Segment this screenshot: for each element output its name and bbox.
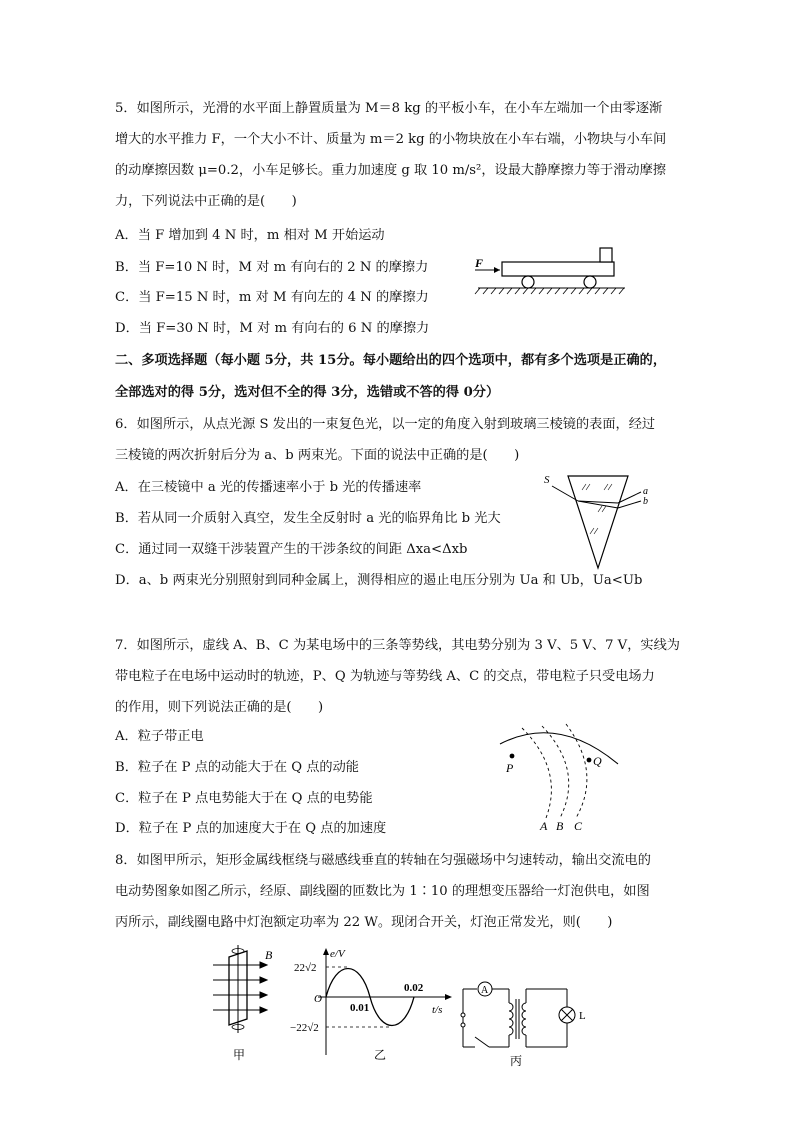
x-axis-label: t/s <box>432 1004 443 1016</box>
point-q-label: Q <box>593 754 602 768</box>
q6-option-d: D．a、b 两束光分别照射到同种金属上，测得相应的遏止电压分别为 Ua 和 Ub，Ua<Ub <box>115 573 643 588</box>
q8-emf-graph <box>288 945 458 1070</box>
q5-option-d: D．当 F=30 N 时，M 对 m 有向右的 6 N 的摩擦力 <box>115 321 430 336</box>
q7-option-a: A．粒子带正电 <box>115 729 204 744</box>
line-a-label: A <box>540 819 548 833</box>
point-p-label: P <box>506 761 514 775</box>
q7-option-b: B．粒子在 P 点的动能大于在 Q 点的动能 <box>115 760 359 775</box>
line-b-label: B <box>556 819 564 833</box>
q6-option-b: B．若从同一介质射入真空，发生全反射时 a 光的临界角比 b 光大 <box>115 511 501 526</box>
section-heading: 二、多项选择题（每小题 5分，共 15分。每小题给出的四个选项中，都有多个选项是正确的， <box>115 353 667 368</box>
q6-option-a: A．在三棱镜中 a 光的传播速率小于 b 光的传播速率 <box>115 480 422 495</box>
ray-a-label: a <box>643 486 648 497</box>
figure-bing-label: 丙 <box>510 1054 523 1068</box>
q7-stem-line: 的作用，则下列说法正确的是( ) <box>115 700 324 715</box>
line-c-label: C <box>574 819 583 833</box>
q6-stem-line: 6．如图所示，从点光源 S 发出的一束复色光，以一定的角度入射到玻璃三棱镜的表面，经过 <box>115 417 656 432</box>
q5-option-b: B．当 F=10 N 时，M 对 m 有向右的 2 N 的摩擦力 <box>115 260 429 275</box>
field-b-label: B <box>265 948 273 962</box>
q7-option-c: C．粒子在 P 点电势能大于在 Q 点的电势能 <box>115 791 373 806</box>
q5-stem-line: 增大的水平推力 F，一个大小不计、质量为 m＝2 kg 的小物块放在小车右端，小物块与小车间 <box>115 132 667 147</box>
q6-stem-line: 三棱镜的两次折射后分为 a、b 两束光。下面的说法中正确的是( ) <box>115 448 520 463</box>
figure-jia-label: 甲 <box>233 1048 246 1062</box>
figure-yi-label: 乙 <box>374 1048 387 1062</box>
q8-stem-line: 丙所示，副线圈电路中灯泡额定功率为 22 W。现闭合开关，灯泡正常发光，则( ) <box>115 915 613 930</box>
q7-stem-line: 带电粒子在电场中运动时的轨迹，P、Q 为轨迹与等势线 A、C 的交点，带电粒子只受电场力 <box>115 669 655 684</box>
ammeter-label: A <box>481 985 489 996</box>
q7-option-d: D．粒子在 P 点的加速度大于在 Q 点的加速度 <box>115 821 387 836</box>
q8-transformer-circuit <box>455 975 595 1070</box>
section-heading: 全部选对的得 5分，选对但不全的得 3分，选错或不答的得 0分） <box>115 385 500 400</box>
q5-stem-line: 的动摩擦因数 μ=0.2，小车足够长。重力加速度 g 取 10 m/s²，设最大静摩擦力等于滑动摩擦 <box>115 163 666 178</box>
force-label: F <box>475 256 484 270</box>
lamp-label: L <box>579 1010 586 1022</box>
q8-stem-line: 8．如图甲所示，矩形金属线框绕与磁感线垂直的转轴在匀强磁场中匀速转动，输出交流电的 <box>115 853 651 868</box>
q5-option-a: A．当 F 增加到 4 N 时，m 相对 M 开始运动 <box>115 228 385 243</box>
t1-label: 0.01 <box>350 1002 370 1014</box>
q5-cart-figure <box>470 240 630 300</box>
q5-stem-line: 5．如图所示，光滑的水平面上静置质量为 M＝8 kg 的平板小车，在小车左端加一个由零逐渐 <box>115 101 663 116</box>
source-label: S <box>544 474 550 486</box>
q7-equipotential-figure <box>492 720 632 835</box>
t2-label: 0.02 <box>404 982 424 994</box>
y-min-label: −22√2 <box>290 1022 319 1034</box>
q5-stem-line: 力，下列说法中正确的是( ) <box>115 194 297 209</box>
q6-option-c: C．通过同一双缝干涉装置产生的干涉条纹的间距 Δxa<Δxb <box>115 542 468 557</box>
y-max-label: 22√2 <box>294 962 317 974</box>
q7-stem-line: 7．如图所示，虚线 A、B、C 为某电场中的三条等势线，其电势分别为 3 V、5 V、7 V，实线为 <box>115 638 680 653</box>
y-axis-label: e/V <box>330 948 345 960</box>
q5-option-c: C．当 F=15 N 时，m 对 M 有向左的 4 N 的摩擦力 <box>115 290 429 305</box>
ray-b-label: b <box>643 496 648 507</box>
origin-label: O <box>314 993 322 1005</box>
q6-prism-figure <box>538 468 658 573</box>
q8-stem-line: 电动势图象如图乙所示，经原、副线圈的匝数比为 1∶10 的理想变压器给一灯泡供电，如图 <box>115 884 650 899</box>
q8-coil-figure <box>205 945 280 1070</box>
